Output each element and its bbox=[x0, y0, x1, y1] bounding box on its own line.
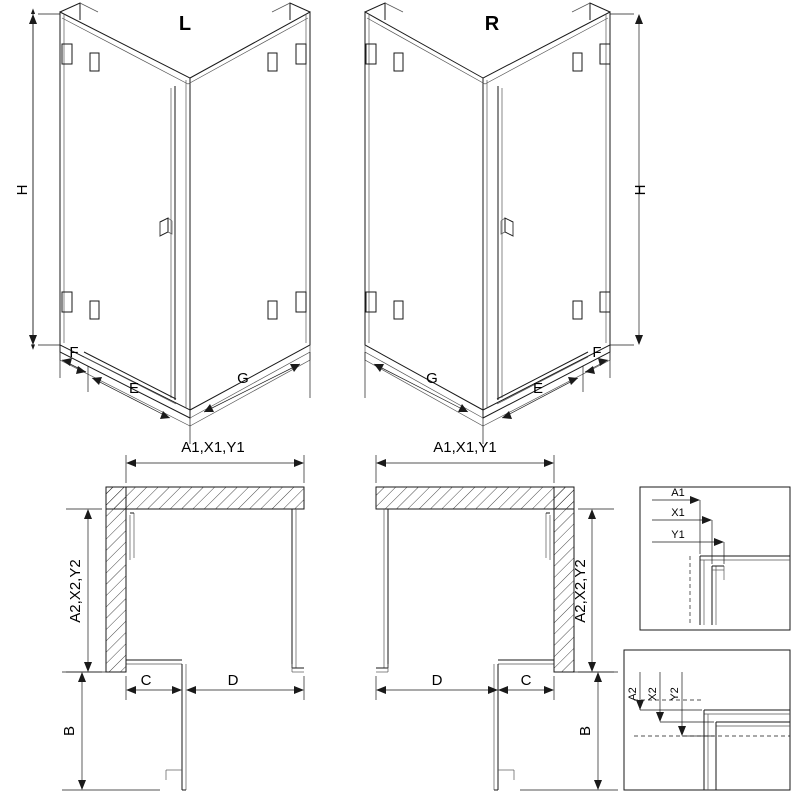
label-detail-x1: X1 bbox=[671, 507, 685, 519]
label-detail-a1: A1 bbox=[671, 487, 685, 499]
label-a1x1y1-right: A1,X1,Y1 bbox=[433, 439, 497, 456]
label-e-right: E bbox=[532, 380, 544, 397]
plan-view-right bbox=[376, 439, 618, 790]
label-e-left: E bbox=[128, 380, 140, 397]
label-h-left: H bbox=[14, 184, 31, 196]
detail-dim-a2 bbox=[627, 672, 702, 710]
label-g-right: G bbox=[426, 370, 438, 387]
label-d-left: D bbox=[227, 672, 239, 689]
detail-vertical bbox=[624, 650, 790, 790]
dimension-a2x2y2-left bbox=[66, 509, 102, 672]
isometric-view-left bbox=[14, 3, 310, 444]
label-g-left: G bbox=[237, 370, 249, 387]
dimension-cd-left bbox=[126, 672, 304, 700]
label-detail-x2: X2 bbox=[647, 687, 659, 701]
dimension-cd-right bbox=[376, 672, 554, 700]
label-detail-a2: A2 bbox=[627, 687, 639, 701]
label-detail-y2: Y2 bbox=[669, 687, 681, 701]
dimension-height-left bbox=[14, 14, 60, 345]
detail-horizontal bbox=[640, 487, 790, 630]
label-d-right: D bbox=[431, 672, 443, 689]
dimension-a2x2y2-right bbox=[572, 509, 614, 672]
label-h-right: H bbox=[632, 184, 649, 196]
view-title-left: L bbox=[178, 13, 192, 35]
label-c-left: C bbox=[140, 672, 152, 689]
detail-dim-a1 bbox=[652, 487, 700, 554]
label-f-right: F bbox=[592, 344, 602, 361]
label-b-left: B bbox=[61, 725, 78, 737]
isometric-view-right bbox=[365, 3, 649, 444]
label-a1x1y1-left: A1,X1,Y1 bbox=[181, 439, 245, 456]
label-a2x2y2-left: A2,X2,Y2 bbox=[67, 559, 84, 623]
detail-dim-y2 bbox=[669, 672, 714, 736]
label-c-right: C bbox=[520, 672, 532, 689]
dimension-a1x1y1-right bbox=[376, 439, 554, 483]
dimension-height-right bbox=[610, 14, 649, 345]
label-a2x2y2-right: A2,X2,Y2 bbox=[572, 559, 589, 623]
detail-dim-y1 bbox=[652, 529, 724, 564]
dimension-a1x1y1-left bbox=[126, 439, 304, 483]
label-detail-y1: Y1 bbox=[671, 529, 685, 541]
label-f-left: F bbox=[69, 344, 79, 361]
plan-view-left bbox=[61, 439, 304, 790]
dimension-bottom-right bbox=[365, 344, 610, 444]
view-title-right: R bbox=[484, 13, 500, 35]
label-b-right: B bbox=[577, 725, 594, 737]
